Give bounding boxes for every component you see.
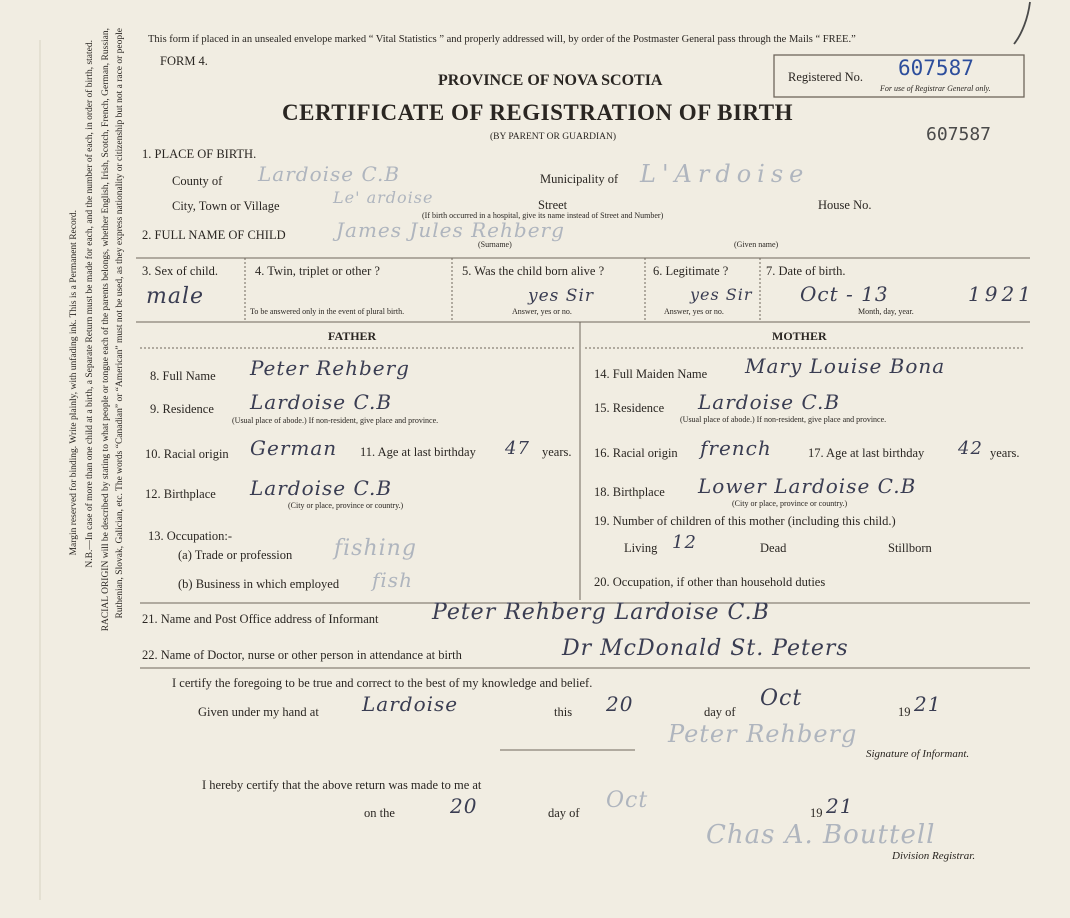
dead-label: Dead — [760, 541, 787, 555]
father-age-value: 47 — [505, 438, 530, 459]
informant-signature: Peter Rehberg — [668, 720, 858, 748]
given-year-prefix: 19 — [898, 705, 911, 719]
children-label: 19. Number of children of this mother (including this child.) — [594, 514, 896, 528]
legitimate-value: yes Sir — [690, 285, 753, 304]
informant-signature-label: Signature of Informant. — [866, 748, 970, 760]
alive-value: yes Sir — [528, 286, 595, 306]
house-label: House No. — [818, 198, 872, 212]
mother-race-value: french — [700, 436, 772, 460]
mother-name-label: 14. Full Maiden Name — [594, 367, 708, 381]
father-age-label: 11. Age at last birthday — [360, 445, 476, 459]
registrar-year-prefix: 19 — [810, 806, 823, 820]
father-race-value: German — [250, 436, 338, 460]
given-month-value: Oct — [760, 686, 803, 711]
subtitle: (BY PARENT OR GUARDIAN) — [490, 132, 617, 142]
margin-note-2: N.B.—In case of more than one child at a birth, a Separate Return must be made for each, and the number of each, in order of birth, stated. — [85, 40, 95, 568]
registrar-month-value: Oct — [606, 788, 649, 813]
mother-age-value: 42 — [958, 438, 983, 459]
street-label: Street — [538, 198, 568, 212]
child-name-value: James Jules Rehberg — [336, 218, 565, 242]
surname-note: (Surname) — [478, 240, 512, 249]
father-residence-value: Lardoise C.B — [250, 390, 393, 414]
child-name-label: 2. FULL NAME OF CHILD — [142, 228, 286, 242]
mother-age-label: 17. Age at last birthday — [808, 446, 925, 460]
father-name-label: 8. Full Name — [150, 369, 216, 383]
father-residence-label: 9. Residence — [150, 402, 214, 416]
given-place-value: Lardoise — [362, 692, 459, 716]
place-label: 1. PLACE OF BIRTH. — [142, 147, 257, 161]
mother-header: MOTHER — [772, 329, 827, 343]
business-value: fish — [372, 568, 413, 592]
registered-label: Registered No. — [788, 70, 863, 84]
father-residence-note: (Usual place of abode.) If non-resident, give place and province. — [232, 416, 439, 425]
margin-note-3: RACIAL ORIGIN will be described by stating to what people or tongue each of the parents belongs, whether English, Irish, Scotch, French, German, Russian, — [101, 28, 111, 632]
informant-label: 21. Name and Post Office address of Informant — [142, 612, 379, 626]
mother-race-label: 16. Racial origin — [594, 446, 678, 460]
page-title: CERTIFICATE OF REGISTRATION OF BIRTH — [282, 100, 793, 125]
mother-years-label: years. — [990, 446, 1020, 460]
informant-value: Peter Rehberg Lardoise C.B — [432, 600, 770, 625]
father-race-label: 10. Racial origin — [145, 447, 229, 461]
given-year-value: 21 — [914, 692, 942, 716]
registrar-day-value: 20 — [450, 794, 478, 818]
trade-value: fishing — [334, 536, 417, 561]
registrar-year-value: 21 — [826, 794, 854, 818]
date-label: 7. Date of birth. — [766, 264, 846, 278]
county-value: Lardoise C.B — [258, 162, 401, 186]
mother-name-value: Mary Louise Bona — [745, 354, 946, 378]
certify-statement: I certify the foregoing to be true and correct to the best of my knowledge and belief. — [172, 676, 593, 690]
living-label: Living — [624, 541, 658, 555]
twin-label: 4. Twin, triplet or other ? — [255, 264, 380, 278]
father-years-label: years. — [542, 445, 572, 459]
margin-note-1: Margin reserved for binding. Write plainly, with unfading ink. This is a Permanent Record. — [69, 210, 79, 556]
father-birthplace-note: (City or place, province or country.) — [288, 501, 404, 510]
doctor-value: Dr McDonald St. Peters — [562, 636, 849, 661]
registration-stamp: 607587 — [926, 124, 992, 145]
registrar-statement: I hereby certify that the above return was made to me at — [202, 778, 482, 792]
given-label: Given under my hand at — [198, 705, 319, 719]
date-value: Oct - 13 — [800, 282, 889, 306]
this-label: this — [554, 705, 573, 719]
form-number: FORM 4. — [160, 54, 208, 68]
legitimate-label: 6. Legitimate ? — [653, 264, 729, 278]
registered-note: For use of Registrar General only. — [880, 84, 991, 93]
municipality-label: Municipality of — [540, 172, 619, 186]
registered-number: 607587 — [898, 56, 974, 80]
alive-label: 5. Was the child born alive ? — [462, 264, 605, 278]
twin-note: To be answered only in the event of plural birth. — [250, 307, 405, 316]
given-day-value: 20 — [606, 692, 634, 716]
registrar-signature-label: Division Registrar. — [892, 850, 976, 862]
county-label: County of — [172, 174, 223, 188]
mail-notice: This form if placed in an unsealed envelope marked “ Vital Statistics ” and properly addressed will, by order of the Postmaster General pass through the Mails “ FREE.” — [148, 34, 856, 45]
mother-birthplace-value: Lower Lardoise C.B — [698, 474, 917, 498]
father-name-value: Peter Rehberg — [250, 356, 410, 380]
father-birthplace-label: 12. Birthplace — [145, 487, 216, 501]
trade-label: (a) Trade or profession — [178, 548, 293, 562]
registrar-on-label: on the — [364, 806, 395, 820]
given-dayof-label: day of — [704, 705, 736, 719]
given-name-note: (Given name) — [734, 240, 779, 249]
father-header: FATHER — [328, 329, 377, 343]
occupation-label: 13. Occupation:- — [148, 529, 233, 543]
stillborn-label: Stillborn — [888, 541, 932, 555]
business-label: (b) Business in which employed — [178, 577, 340, 591]
sex-label: 3. Sex of child. — [142, 264, 219, 278]
registrar-signature: Chas A. Bouttell — [706, 820, 936, 850]
city-label: City, Town or Village — [172, 199, 280, 213]
mother-occupation-label: 20. Occupation, if other than household duties — [594, 575, 826, 589]
mother-residence-value: Lardoise C.B — [698, 390, 841, 414]
hospital-note: (If birth occurred in a hospital, give its name instead of Street and Number) — [422, 211, 664, 220]
registrar-dayof-label: day of — [548, 806, 580, 820]
city-value: Le' ardoise — [333, 188, 434, 207]
living-value: 12 — [672, 532, 697, 553]
province-heading: PROVINCE OF NOVA SCOTIA — [438, 72, 663, 89]
mother-birthplace-label: 18. Birthplace — [594, 485, 665, 499]
mother-residence-label: 15. Residence — [594, 401, 665, 415]
date-note: Month, day, year. — [858, 307, 914, 316]
sex-value: male — [146, 284, 205, 309]
municipality-value: L'Ardoise — [640, 160, 810, 188]
mother-birthplace-note: (City or place, province or country.) — [732, 499, 848, 508]
father-birthplace-value: Lardoise C.B — [250, 476, 393, 500]
year-value: 1921 — [968, 282, 1035, 306]
doctor-label: 22. Name of Doctor, nurse or other person in attendance at birth — [142, 648, 462, 662]
margin-note-4: Ruthenian, Slovak, Galician, etc. The words “Canadian” or “American” must not be used, as they express nationality or citizenship but not a race or people — [115, 28, 125, 619]
legitimate-note: Answer, yes or no. — [664, 307, 724, 316]
mother-residence-note: (Usual place of abode.) If non-resident, give place and province. — [680, 415, 887, 424]
alive-note: Answer, yes or no. — [512, 307, 572, 316]
